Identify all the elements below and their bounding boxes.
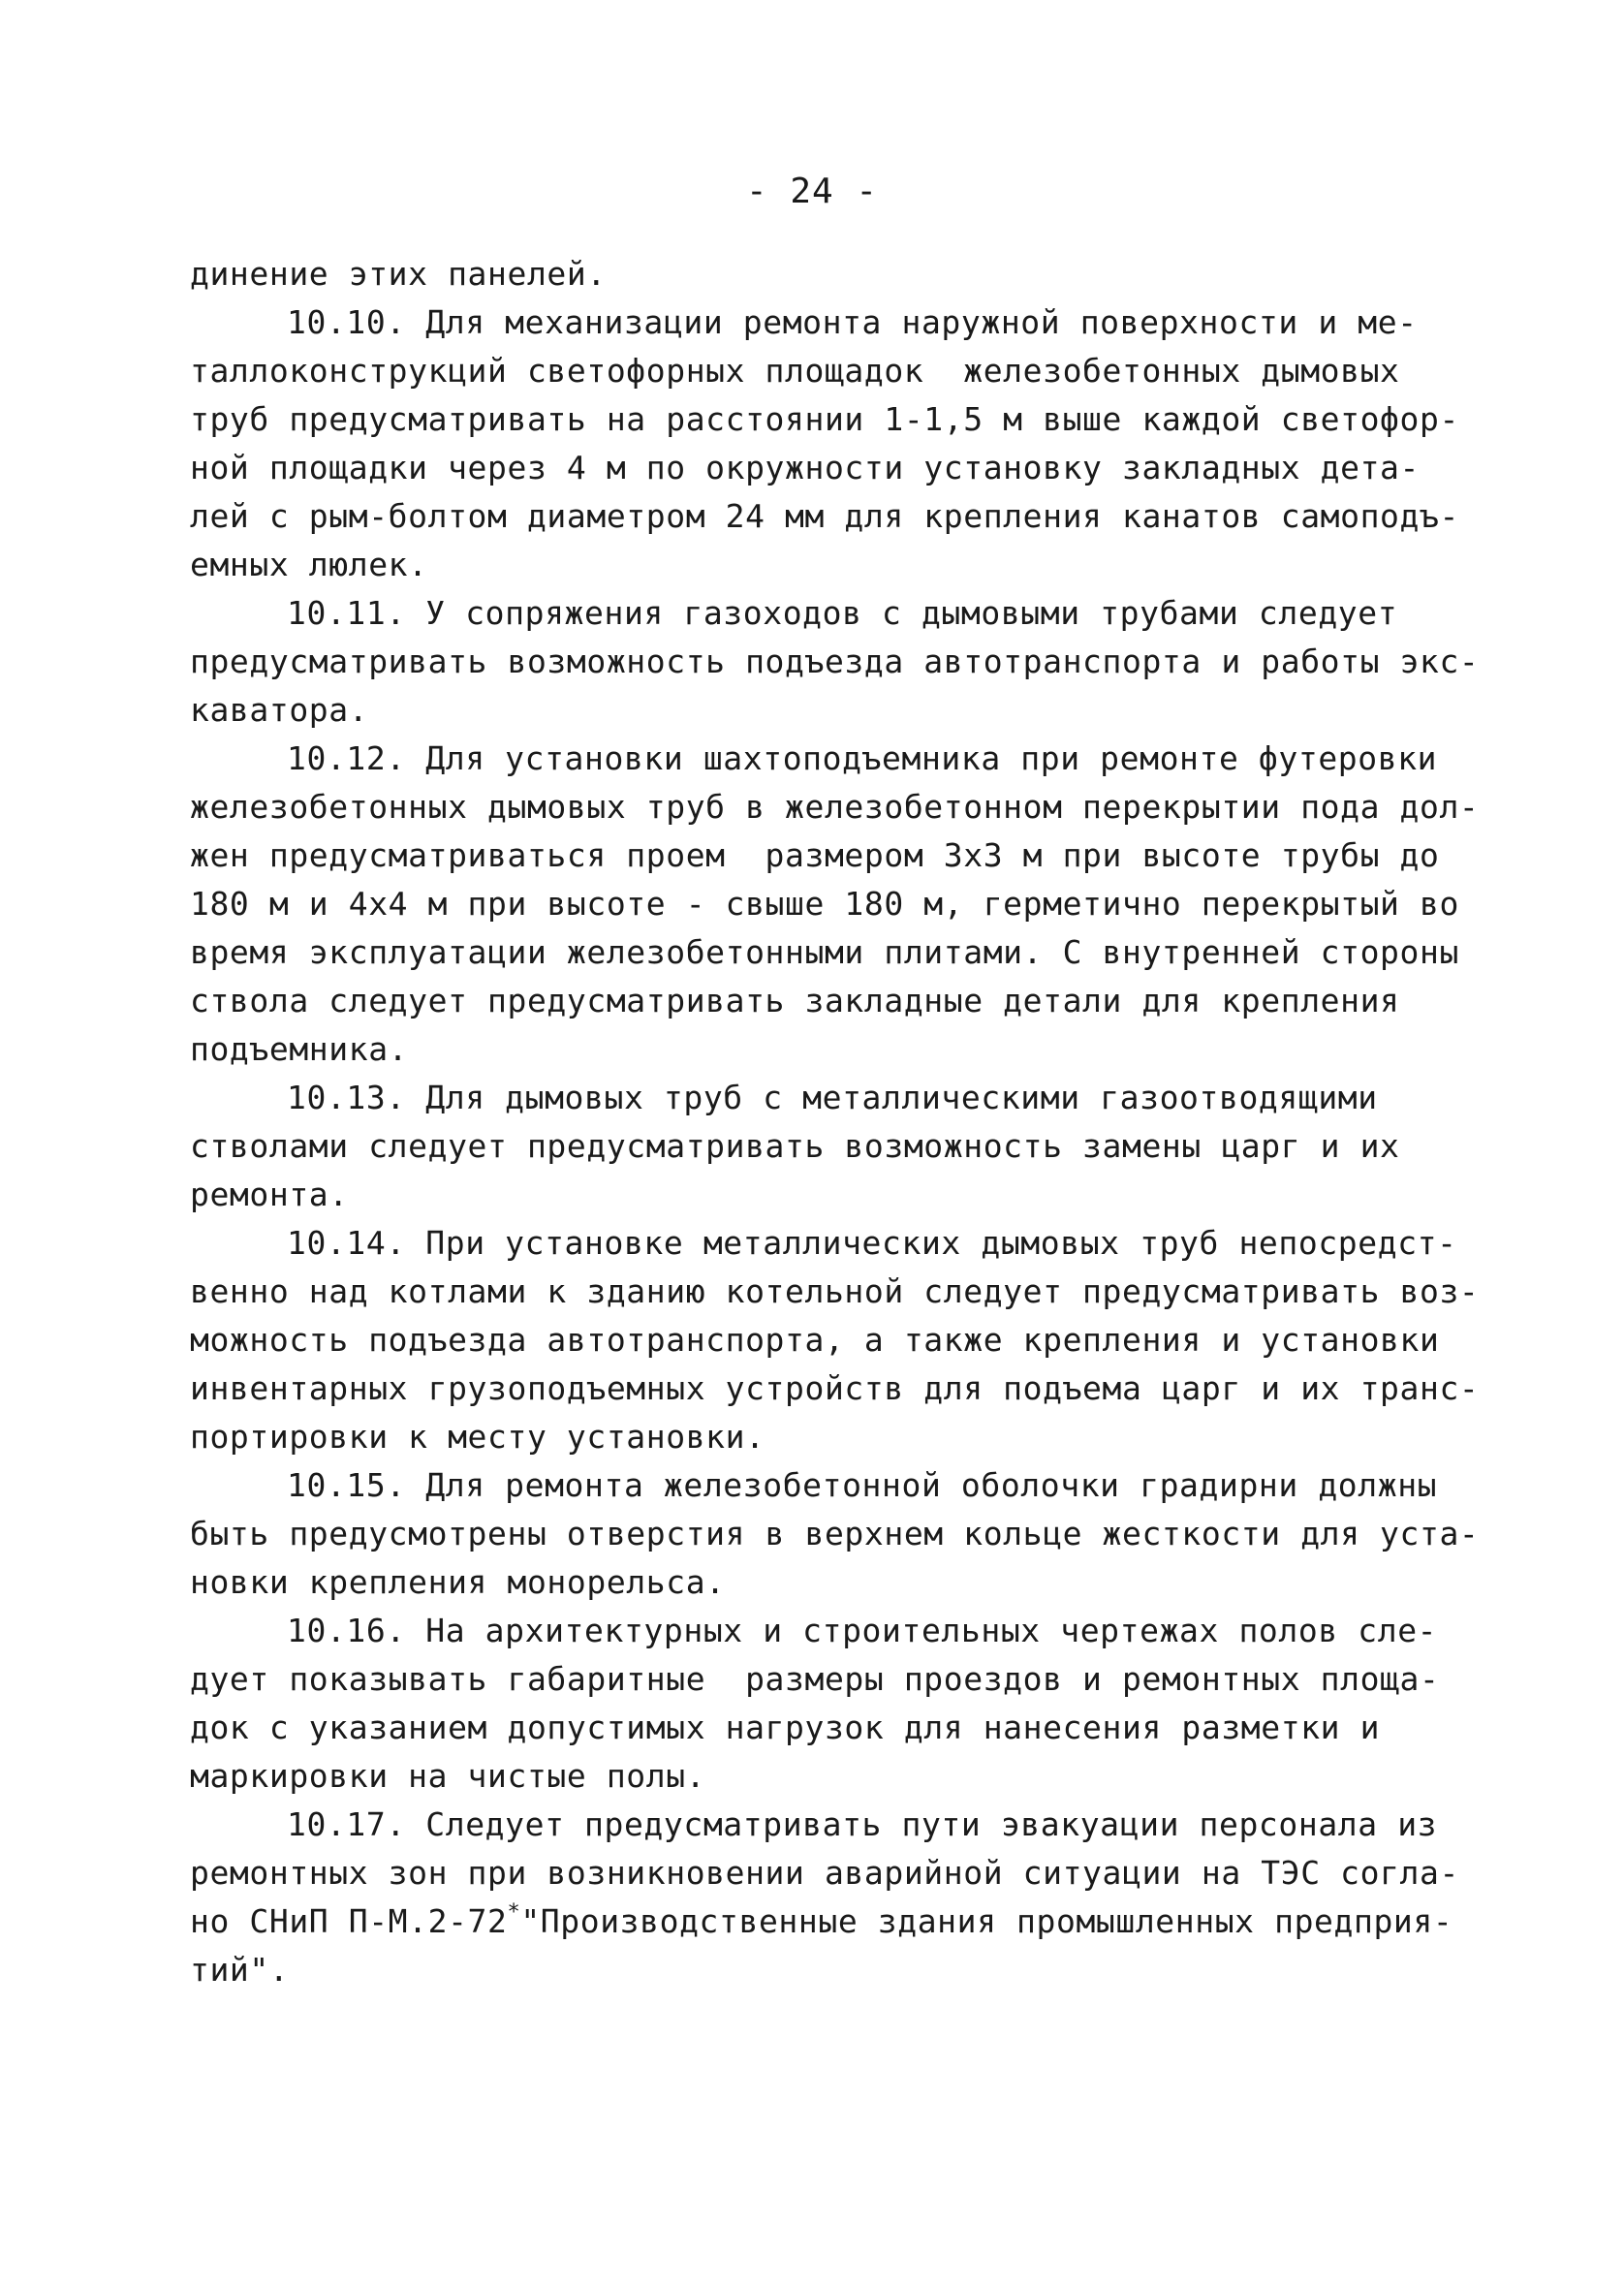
line-text: ствола следует предусматривать закладные детали для крепления — [190, 982, 1400, 1019]
line-text: лей с рым-болтом диаметром 24 мм для крепления канатов самоподъ- — [190, 497, 1459, 535]
line-text: подъемника. — [190, 1030, 409, 1068]
text-line — [190, 783, 1488, 831]
line-text: венно над котлами к зданию котельной следует предусматривать воз- — [190, 1272, 1480, 1310]
paragraph-first-line — [190, 1801, 1488, 1849]
line-text: стволами следует предусматривать возможность замены царг и их — [190, 1127, 1400, 1165]
line-text: 10.10. Для механизации ремонта наружной поверхности и ме- — [287, 303, 1418, 341]
text-line — [190, 1122, 1488, 1171]
line-text: док с указанием допустимых нагрузок для нанесения разметки и — [190, 1709, 1381, 1746]
line-text: 10.15. Для ремонта железобетонной оболочки градирни должны — [287, 1466, 1438, 1504]
paragraph-first-line — [190, 298, 1488, 347]
text-line — [190, 1849, 1488, 1897]
text-line — [190, 1268, 1488, 1316]
text-line — [190, 250, 1488, 298]
line-text: тий". — [190, 1951, 290, 1989]
text-line — [190, 1752, 1488, 1801]
line-text: труб предусматривать на расстоянии 1-1,5 м выше каждой светофор- — [190, 400, 1459, 438]
line-text: ремонта. — [190, 1176, 349, 1213]
text-line — [190, 880, 1488, 928]
line-text: портировки к месту установки. — [190, 1418, 765, 1456]
line-text: 180 м и 4х4 м при высоте - свыше 180 м, герметично перекрытый во — [190, 885, 1459, 923]
text-line — [190, 444, 1488, 492]
paragraph-first-line — [190, 1607, 1488, 1655]
paragraph-first-line — [190, 1074, 1488, 1122]
text-line — [190, 541, 1488, 589]
text-line — [190, 1364, 1488, 1413]
line-text: железобетонных дымовых труб в железобетонном перекрытии пода дол- — [190, 788, 1480, 826]
paragraph-first-line — [190, 1461, 1488, 1510]
body-text — [190, 250, 1488, 1994]
text-line — [190, 1025, 1488, 1074]
line-text: ремонтных зон при возникновении аварийной ситуации на ТЭС согла- — [190, 1854, 1459, 1892]
line-text: можность подъезда автотранспорта, а также крепления и установки — [190, 1321, 1440, 1359]
line-text: маркировки на чистые полы. — [190, 1757, 706, 1795]
page-number: - 24 - — [745, 172, 879, 211]
text-line — [190, 638, 1488, 686]
line-text: инвентарных грузоподъемных устройств для подъема царг и их транс- — [190, 1369, 1480, 1407]
text-line — [190, 1171, 1488, 1219]
text-line — [190, 492, 1488, 541]
line-text: 10.16. На архитектурных и строительных чертежах полов сле- — [287, 1612, 1438, 1649]
line-text: таллоконструкций светофорных площадок железобетонных дымовых — [190, 352, 1400, 390]
line-text: каватора. — [190, 691, 369, 729]
paragraph-first-line — [190, 735, 1488, 783]
line-text-tail: "Производственные здания промышленных предприя- — [520, 1902, 1453, 1940]
line-text: ной площадки через 4 м по окружности установку закладных дета- — [190, 449, 1420, 486]
line-text: дует показывать габаритные размеры проездов и ремонтных площа- — [190, 1660, 1440, 1698]
text-line — [190, 928, 1488, 977]
text-line — [190, 1558, 1488, 1607]
text-line — [190, 1946, 1488, 1994]
line-text: 10.13. Для дымовых труб с металлическими газоотводящими — [287, 1079, 1378, 1116]
line-text: 10.12. Для установки шахтоподъемника при ремонте футеровки — [287, 739, 1438, 777]
line-text: быть предусмотрены отверстия в верхнем кольце жесткости для уста- — [190, 1515, 1480, 1552]
text-line — [190, 1704, 1488, 1752]
line-text: жен предусматриваться проем размером 3х3 м при высоте трубы до — [190, 836, 1440, 874]
text-line — [190, 1413, 1488, 1461]
line-text: предусматривать возможность подъезда автотранспорта и работы экс- — [190, 643, 1480, 680]
text-line — [190, 347, 1488, 395]
line-text: 10.14. При установке металлических дымовых труб непосредст- — [287, 1224, 1457, 1262]
line-text: время эксплуатации железобетонными плитами. С внутренней стороны — [190, 933, 1459, 971]
line-text: динение этих панелей. — [190, 255, 607, 293]
line-text: новки крепления монорельса. — [190, 1563, 726, 1601]
text-line — [190, 686, 1488, 735]
line-text: 10.11. У сопряжения газоходов с дымовыми трубами следует — [287, 594, 1398, 632]
footnote-asterisk: * — [507, 1900, 521, 1925]
text-line — [190, 395, 1488, 444]
text-line — [190, 1510, 1488, 1558]
line-text: но СНиП П-М.2-72 — [190, 1902, 508, 1940]
line-text: емных люлек. — [190, 546, 428, 583]
text-line — [190, 977, 1488, 1025]
text-line — [190, 831, 1488, 880]
paragraph-first-line — [190, 589, 1488, 638]
text-line — [190, 1316, 1488, 1364]
text-line — [190, 1655, 1488, 1704]
paragraph-first-line — [190, 1219, 1488, 1268]
text-line — [190, 1897, 1488, 1946]
line-text: 10.17. Следует предусматривать пути эвакуации персонала из — [287, 1805, 1438, 1843]
